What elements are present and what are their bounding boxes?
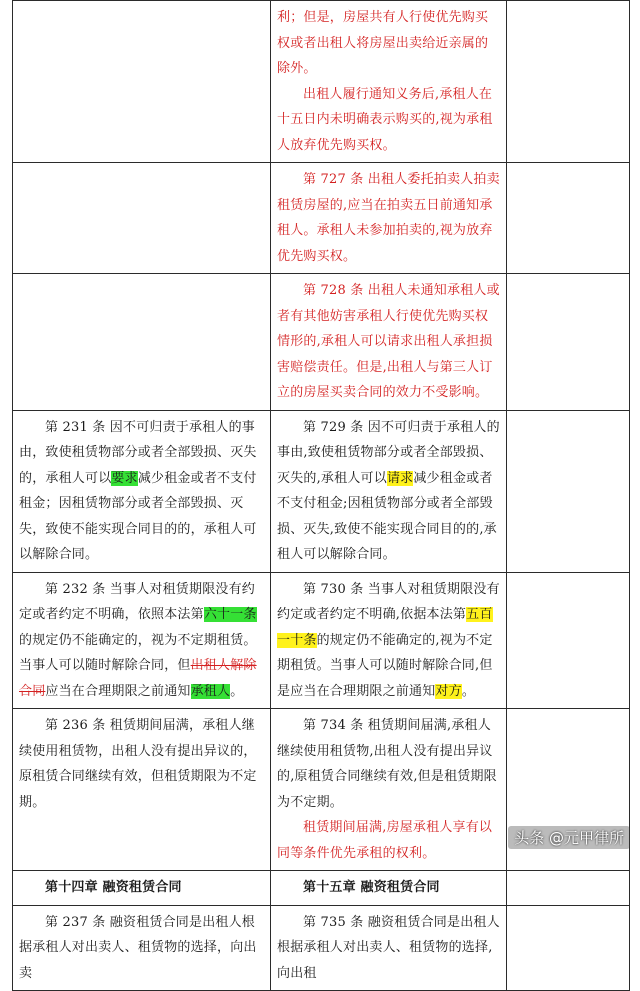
- new-law-cell: [271, 709, 507, 871]
- deleted-text: 出租人解除合同: [19, 658, 257, 699]
- source-watermark: 头条 @元甲律所: [508, 826, 630, 849]
- article-text: 第 237 条 融资租赁合同是出租人根据承租人对出卖人、租赁物的选择，向出卖: [19, 914, 257, 981]
- note-cell: [507, 1, 630, 163]
- old-law-cell: [13, 274, 271, 411]
- new-law-cell: [271, 274, 507, 411]
- new-law-cell: [271, 572, 507, 709]
- note-cell: [507, 905, 630, 991]
- article-paragraph: [277, 167, 500, 269]
- new-law-cell: [271, 905, 507, 991]
- chapter-title-text: 第十五章 融资租赁合同: [303, 880, 440, 895]
- old-law-cell: [13, 572, 271, 709]
- article-text: 第 735 条 融资租赁合同是出租人根据承租人对出卖人、租赁物的选择,向出租: [277, 914, 500, 981]
- text-span: 。: [461, 683, 476, 699]
- article-paragraph: [277, 278, 500, 406]
- text-span: 第 730 条 当事人对租赁期限没有约定或者约定不明确,依据本法第: [277, 581, 500, 622]
- table-row: [13, 274, 630, 411]
- note-cell: [507, 274, 630, 411]
- article-paragraph: [277, 82, 500, 159]
- article-paragraph: [277, 713, 500, 815]
- note-cell: [507, 163, 630, 274]
- text-span: 减少租金或者不支付租金；因租赁物部分或者全部毁损、灭失，致使不能实现合同目的的，承租人可以解除合同。: [19, 470, 257, 562]
- new-law-cell: [271, 163, 507, 274]
- note-cell: [507, 871, 630, 906]
- old-law-cell: [13, 905, 271, 991]
- new-chapter-title: [271, 871, 507, 906]
- table-row: [13, 410, 630, 572]
- highlight-added: 对方: [435, 683, 462, 699]
- table-row: [13, 905, 630, 991]
- new-text: 出租人履行通知义务后,承租人在十五日内未明确表示购买的,视为承租人放弃优先购买权。: [277, 86, 493, 153]
- highlight-removed: 承租人: [190, 683, 231, 699]
- highlight-added: 请求: [386, 470, 414, 486]
- text-span: 第 231 条 因不可归责于承租人的事由，致使租赁物部分或者全部毁损、灭失的，承租人可以: [19, 419, 257, 486]
- highlight-removed: 要求: [111, 470, 138, 486]
- highlight-added: 五百一十条: [277, 607, 493, 648]
- text-span: 。: [230, 683, 244, 699]
- new-law-cell: [271, 410, 507, 572]
- article-paragraph: [19, 713, 264, 815]
- text-span: 第 729 条 因不可归责于承租人的事由,致使租赁物部分或者全部毁损、灭失的,承租人可以: [277, 419, 500, 486]
- text-span: 的规定仍不能确定的，视为不定期租赁。当事人可以随时解除合同，但: [19, 632, 257, 673]
- article-paragraph: [19, 577, 264, 705]
- new-text: 第 727 条 出租人委托拍卖人拍卖租赁房屋的,应当在拍卖五日前通知承租人。承租人未参加拍卖的,视为放弃优先购买权。: [277, 172, 500, 264]
- article-paragraph: [277, 415, 500, 568]
- article-paragraph: [19, 415, 264, 568]
- text-span: 第 236 条 租赁期间届满，承租人继续使用租赁物，出租人没有提出异议的，原租赁合同继续有效，但租赁期限为不定期。: [19, 718, 257, 810]
- text-span: 应当在合理期限之前通知: [45, 683, 191, 699]
- new-text: 第 728 条 出租人未通知承租人或者有其他妨害承租人行使优先购买权情形的,承租人可以请求出租人承担损害赔偿责任。但是,出租人与第三人订立的房屋买卖合同的效力不受影响。: [277, 283, 500, 400]
- old-law-cell: [13, 709, 271, 871]
- new-text: 利；但是，房屋共有人行使优先购买权或者出租人将房屋出卖给近亲属的除外。: [277, 10, 489, 76]
- old-chapter-title: [13, 871, 271, 906]
- text-span: 减少租金或者不支付租金;因租赁物部分或者全部毁损、灭失,致使不能实现合同目的的,承租人可以解除合同。: [277, 470, 497, 562]
- old-law-cell: [13, 163, 271, 274]
- chapter-title-text: 第十四章 融资租赁合同: [45, 880, 182, 895]
- text-span: 第 232 条 当事人对租赁期限没有约定或者约定不明确，依照本法第: [19, 581, 256, 622]
- chapter-header-row: [13, 871, 630, 906]
- new-text: 租赁期间届满,房屋承租人享有以同等条件优先承租的权利。: [277, 820, 493, 861]
- highlight-removed: 六十一条: [203, 607, 257, 622]
- note-cell: [507, 572, 630, 709]
- new-law-cell: [271, 1, 507, 163]
- article-paragraph: [277, 577, 500, 705]
- text-span: 的规定仍不能确定的,视为不定期租赁。当事人可以随时解除合同,但是应当在合理期限之前通知: [277, 632, 493, 699]
- note-cell: [507, 410, 630, 572]
- article-paragraph: [277, 815, 500, 866]
- old-law-cell: [13, 410, 271, 572]
- table-row: [13, 163, 630, 274]
- article-paragraph: [277, 5, 500, 82]
- old-law-cell: [13, 1, 271, 163]
- text-span: 第 734 条 租赁期间届满,承租人继续使用租赁物,出租人没有提出异议的,原租赁合同继续有效,但是租赁期限为不定期。: [277, 718, 497, 810]
- table-row: [13, 1, 630, 163]
- table-row: [13, 572, 630, 709]
